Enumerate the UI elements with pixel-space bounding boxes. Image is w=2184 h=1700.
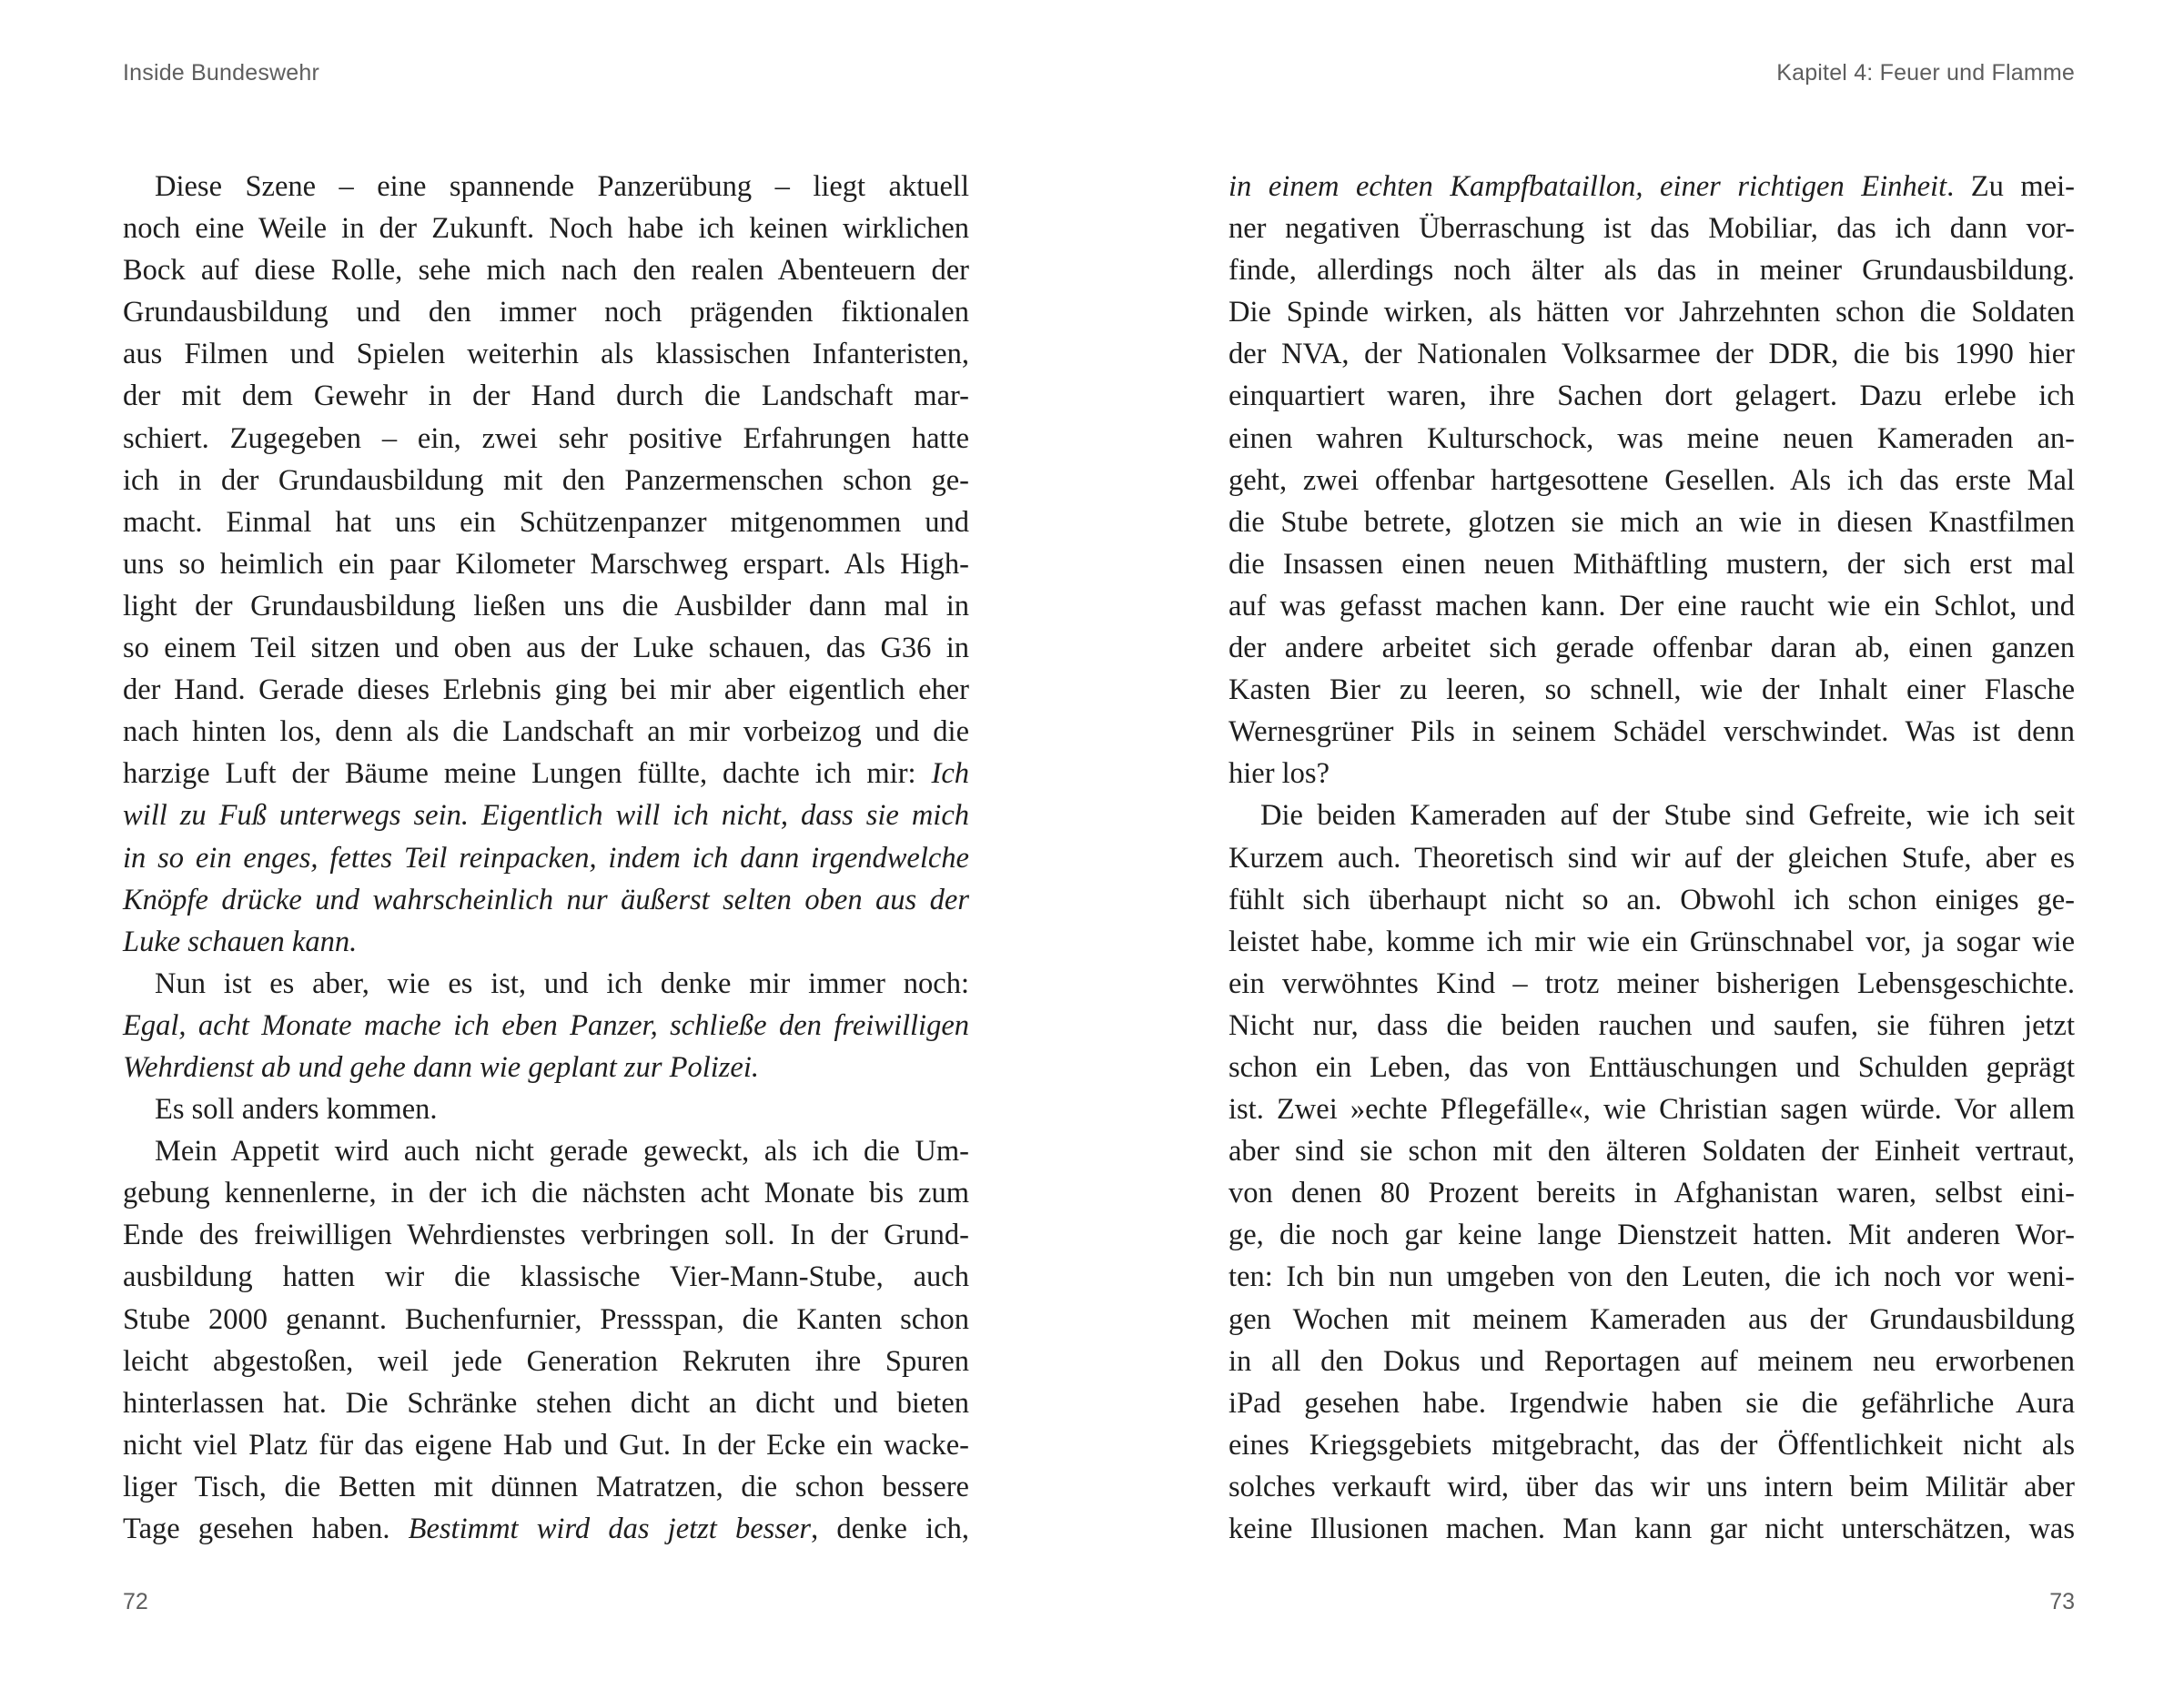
text-line [123, 627, 969, 669]
text-line [123, 963, 969, 1005]
text-segment: Mein Appetit wird auch nicht gerade geweckt, als ich die Um- [155, 1135, 969, 1169]
right-page [1092, 0, 2184, 1700]
text-segment: gebung kennenlerne, in der ich die nächsten acht Monate bis zum [123, 1177, 969, 1210]
text-segment: eines Kriegsgebiets mitgebracht, das der Öffentlichkeit nicht als [1228, 1428, 2075, 1462]
text-line [123, 1172, 969, 1214]
text-segment: einen wahren Kulturschock, was meine neuen Kameraden an- [1228, 421, 2075, 455]
text-segment: Grundausbildung und den immer noch prägenden fiktionalen [123, 296, 969, 329]
text-segment: schiert. Zugegeben – ein, zwei sehr positive Erfahrungen hatte [123, 421, 969, 455]
text-segment: Es soll anders kommen. [155, 1093, 438, 1127]
text-line [123, 1466, 969, 1508]
text-line [123, 166, 969, 207]
text-line [123, 1424, 969, 1466]
text-segment: der Hand. Gerade dieses Erlebnis ging bei mir aber eigentlich eher [123, 673, 969, 707]
body-text-left [123, 166, 969, 1550]
page-number-right: 73 [2049, 1589, 2075, 1614]
text-line [123, 1341, 969, 1382]
text-segment: der mit dem Gewehr in der Hand durch die Landschaft mar- [123, 379, 969, 413]
text-line [1228, 585, 2075, 627]
text-segment: Stube 2000 genannt. Buchenfurnier, Pressspan, die Kanten schon [123, 1302, 969, 1336]
text-line [1228, 1382, 2075, 1424]
text-line [1228, 1424, 2075, 1466]
text-line [1228, 794, 2075, 836]
italic-text: Knöpfe drücke und wahrscheinlich nur äußerst selten oben aus der [123, 883, 969, 916]
text-line [1228, 921, 2075, 963]
italic-text: will zu Fuß unterwegs sein. Eigentlich will ich nicht, dass sie mich [123, 799, 969, 833]
text-segment: Nicht nur, dass die beiden rauchen und saufen, sie führen jetzt [1228, 1008, 2075, 1042]
text-line [1228, 1214, 2075, 1256]
text-line [1228, 291, 2075, 333]
text-segment: geht, zwei offenbar hartgesottene Gesellen. Als ich das erste Mal [1228, 463, 2075, 497]
text-line [1228, 1047, 2075, 1088]
text-segment: . Zu mei- [1946, 170, 2075, 203]
text-line [1228, 1466, 2075, 1508]
text-line [1228, 1005, 2075, 1047]
text-line [123, 1214, 969, 1256]
text-line [123, 711, 969, 753]
text-segment: finde, allerdings noch älter als das in meiner Grundausbildung. [1228, 254, 2075, 288]
text-line [123, 921, 969, 963]
text-segment: aber sind sie schon mit den älteren Soldaten der Einheit vertraut, [1228, 1135, 2075, 1169]
italic-text: in so ein enges, fettes Teil reinpacken, indem ich dann irgendwelche [123, 841, 969, 875]
text-segment: nicht viel Platz für das eigene Hab und Gut. In der Ecke ein wacke- [123, 1428, 969, 1462]
text-line [123, 1299, 969, 1341]
text-line [1228, 249, 2075, 291]
text-segment: Ende des freiwilligen Wehrdienstes verbringen soll. In der Grund- [123, 1219, 969, 1252]
text-segment: von denen 80 Prozent bereits in Afghanistan waren, selbst eini- [1228, 1177, 2075, 1210]
text-segment: leistet habe, komme ich mir wie ein Grünschnabel vor, ja sogar wie [1228, 925, 2075, 958]
italic-text: Egal, acht Monate mache ich eben Panzer, schließe den freiwilligen [123, 1008, 969, 1042]
italic-text: Wehrdienst ab und gehe dann wie geplant zur Polizei. [123, 1050, 759, 1084]
text-line [1228, 627, 2075, 669]
text-segment: Die beiden Kameraden auf der Stube sind Gefreite, wie ich seit [1260, 799, 2075, 833]
text-segment: der NVA, der Nationalen Volksarmee der DDR, die bis 1990 hier [1228, 338, 2075, 371]
text-line [123, 460, 969, 501]
italic-text: Bestimmt wird das jetzt besser [408, 1513, 812, 1545]
text-line [1228, 1299, 2075, 1341]
text-line [1228, 166, 2075, 207]
text-segment: auf was gefasst machen kann. Der eine raucht wie ein Schlot, und [1228, 589, 2075, 622]
text-segment: ge, die noch gar keine lange Dienstzeit hatten. Mit anderen Wor- [1228, 1219, 2075, 1252]
text-line [123, 753, 969, 794]
text-segment: nach hinten los, denn als die Landschaft an mir vorbeizog und die [123, 715, 969, 749]
italic-text: Ich [931, 757, 969, 791]
text-segment: die Stube betrete, glotzen sie mich an wie in diesen Knastfilmen [1228, 505, 2075, 539]
text-segment: solches verkauft wird, über das wir uns intern beim Militär aber [1228, 1470, 2075, 1503]
text-segment: keine Illusionen machen. Man kann gar nicht unterschätzen, was [1228, 1513, 2075, 1545]
text-segment: Kurzem auch. Theoretisch sind wir auf der gleichen Stufe, aber es [1228, 841, 2075, 875]
text-segment: uns so heimlich ein paar Kilometer Marschweg erspart. Als High- [123, 547, 969, 581]
text-segment: ein verwöhntes Kind – trotz meiner bisherigen Lebensgeschichte. [1228, 966, 2075, 1000]
text-line [1228, 669, 2075, 711]
text-line [123, 1047, 969, 1088]
text-segment: Nun ist es aber, wie es ist, und ich denke mir immer noch: [155, 966, 969, 1000]
text-line [1228, 1256, 2075, 1298]
running-head-chapter-title: Kapitel 4: Feuer und Flamme [1776, 60, 2075, 86]
text-line [1228, 1341, 2075, 1382]
text-line [1228, 501, 2075, 543]
text-line [1228, 1130, 2075, 1172]
text-segment: iPad gesehen habe. Irgendwie haben sie die gefährliche Aura [1228, 1386, 2075, 1420]
text-line [1228, 711, 2075, 753]
text-line [1228, 375, 2075, 417]
italic-text: in einem echten Kampfbataillon, einer richtigen Einheit [1228, 170, 1947, 203]
text-segment: harzige Luft der Bäume meine Lungen füllte, dachte ich mir: [123, 757, 932, 791]
text-segment: ten: Ich bin nun umgeben von den Leuten, die ich noch vor weni- [1228, 1260, 2075, 1294]
text-line [123, 249, 969, 291]
text-segment: aus Filmen und Spielen weiterhin als klassischen Infanteristen, [123, 338, 969, 371]
text-line [1228, 543, 2075, 585]
text-line [1228, 1172, 2075, 1214]
text-line [1228, 879, 2075, 921]
text-line [123, 333, 969, 375]
text-segment: Tage gesehen haben. [123, 1513, 409, 1545]
text-line [1228, 418, 2075, 460]
text-segment: ner negativen Überraschung ist das Mobiliar, das ich dann vor- [1228, 212, 2075, 246]
body-text-right [1228, 166, 2075, 1550]
text-segment: liger Tisch, die Betten mit dünnen Matratzen, die schon bessere [123, 1470, 969, 1503]
text-line [123, 837, 969, 879]
page-number-left: 72 [123, 1589, 148, 1614]
text-line [123, 794, 969, 836]
text-segment: macht. Einmal hat uns ein Schützenpanzer mitgenommen und [123, 505, 969, 539]
text-segment: hier los? [1228, 757, 1330, 791]
text-segment: fühlt sich überhaupt nicht so an. Obwohl ich schon einiges ge- [1228, 883, 2075, 916]
text-line [1228, 460, 2075, 501]
text-line [123, 585, 969, 627]
text-line [1228, 1088, 2075, 1130]
text-line [123, 418, 969, 460]
text-line [123, 1088, 969, 1130]
text-segment: Diese Szene – eine spannende Panzerübung – liegt aktuell [155, 170, 969, 203]
text-line [123, 1130, 969, 1172]
text-line [1228, 963, 2075, 1005]
text-line [123, 1508, 969, 1550]
text-segment: einquartiert waren, ihre Sachen dort gelagert. Dazu erlebe ich [1228, 379, 2075, 413]
text-line [123, 501, 969, 543]
text-line [123, 543, 969, 585]
text-segment: in all den Dokus und Reportagen auf meinem neu erworbenen [1228, 1344, 2075, 1378]
text-line [1228, 753, 2075, 794]
text-segment: , denke ich, [811, 1513, 969, 1545]
text-line [123, 1256, 969, 1298]
text-segment: leicht abgestoßen, weil jede Generation Rekruten ihre Spuren [123, 1344, 969, 1378]
text-line [1228, 333, 2075, 375]
text-line [1228, 837, 2075, 879]
text-segment: Bock auf diese Rolle, sehe mich nach den realen Abenteuern der [123, 254, 969, 288]
text-line [123, 291, 969, 333]
text-line [123, 1382, 969, 1424]
text-segment: ausbildung hatten wir die klassische Vier-Mann-Stube, auch [123, 1260, 969, 1294]
running-head-book-title: Inside Bundeswehr [123, 60, 320, 86]
text-segment: noch eine Weile in der Zukunft. Noch habe ich keinen wirklichen [123, 212, 969, 246]
text-line [123, 1005, 969, 1047]
text-segment: ich in der Grundausbildung mit den Panzermenschen schon ge- [123, 463, 969, 497]
text-line [123, 375, 969, 417]
text-segment: der andere arbeitet sich gerade offenbar daran ab, einen ganzen [1228, 632, 2075, 665]
text-segment: schon ein Leben, das von Enttäuschungen und Schulden geprägt [1228, 1050, 2075, 1084]
text-segment: ist. Zwei »echte Pflegefälle«, wie Christian sagen würde. Vor allem [1228, 1093, 2075, 1127]
text-segment: Wernesgrüner Pils in seinem Schädel verschwindet. Was ist denn [1228, 715, 2075, 749]
text-line [123, 669, 969, 711]
text-segment: light der Grundausbildung ließen uns die Ausbilder dann mal in [123, 589, 969, 622]
text-segment: so einem Teil sitzen und oben aus der Luke schauen, das G36 in [123, 632, 969, 665]
italic-text: Luke schauen kann. [123, 925, 358, 958]
text-line [1228, 1508, 2075, 1550]
text-segment: die Insassen einen neuen Mithäftling mustern, der sich erst mal [1228, 547, 2075, 581]
text-segment: Die Spinde wirken, als hätten vor Jahrzehnten schon die Soldaten [1228, 296, 2075, 329]
text-line [123, 207, 969, 249]
text-segment: gen Wochen mit meinem Kameraden aus der Grundausbildung [1228, 1302, 2075, 1336]
text-segment: Kasten Bier zu leeren, so schnell, wie der Inhalt einer Flasche [1228, 673, 2075, 707]
text-line [123, 879, 969, 921]
text-segment: hinterlassen hat. Die Schränke stehen dicht an dicht und bieten [123, 1386, 969, 1420]
text-line [1228, 207, 2075, 249]
